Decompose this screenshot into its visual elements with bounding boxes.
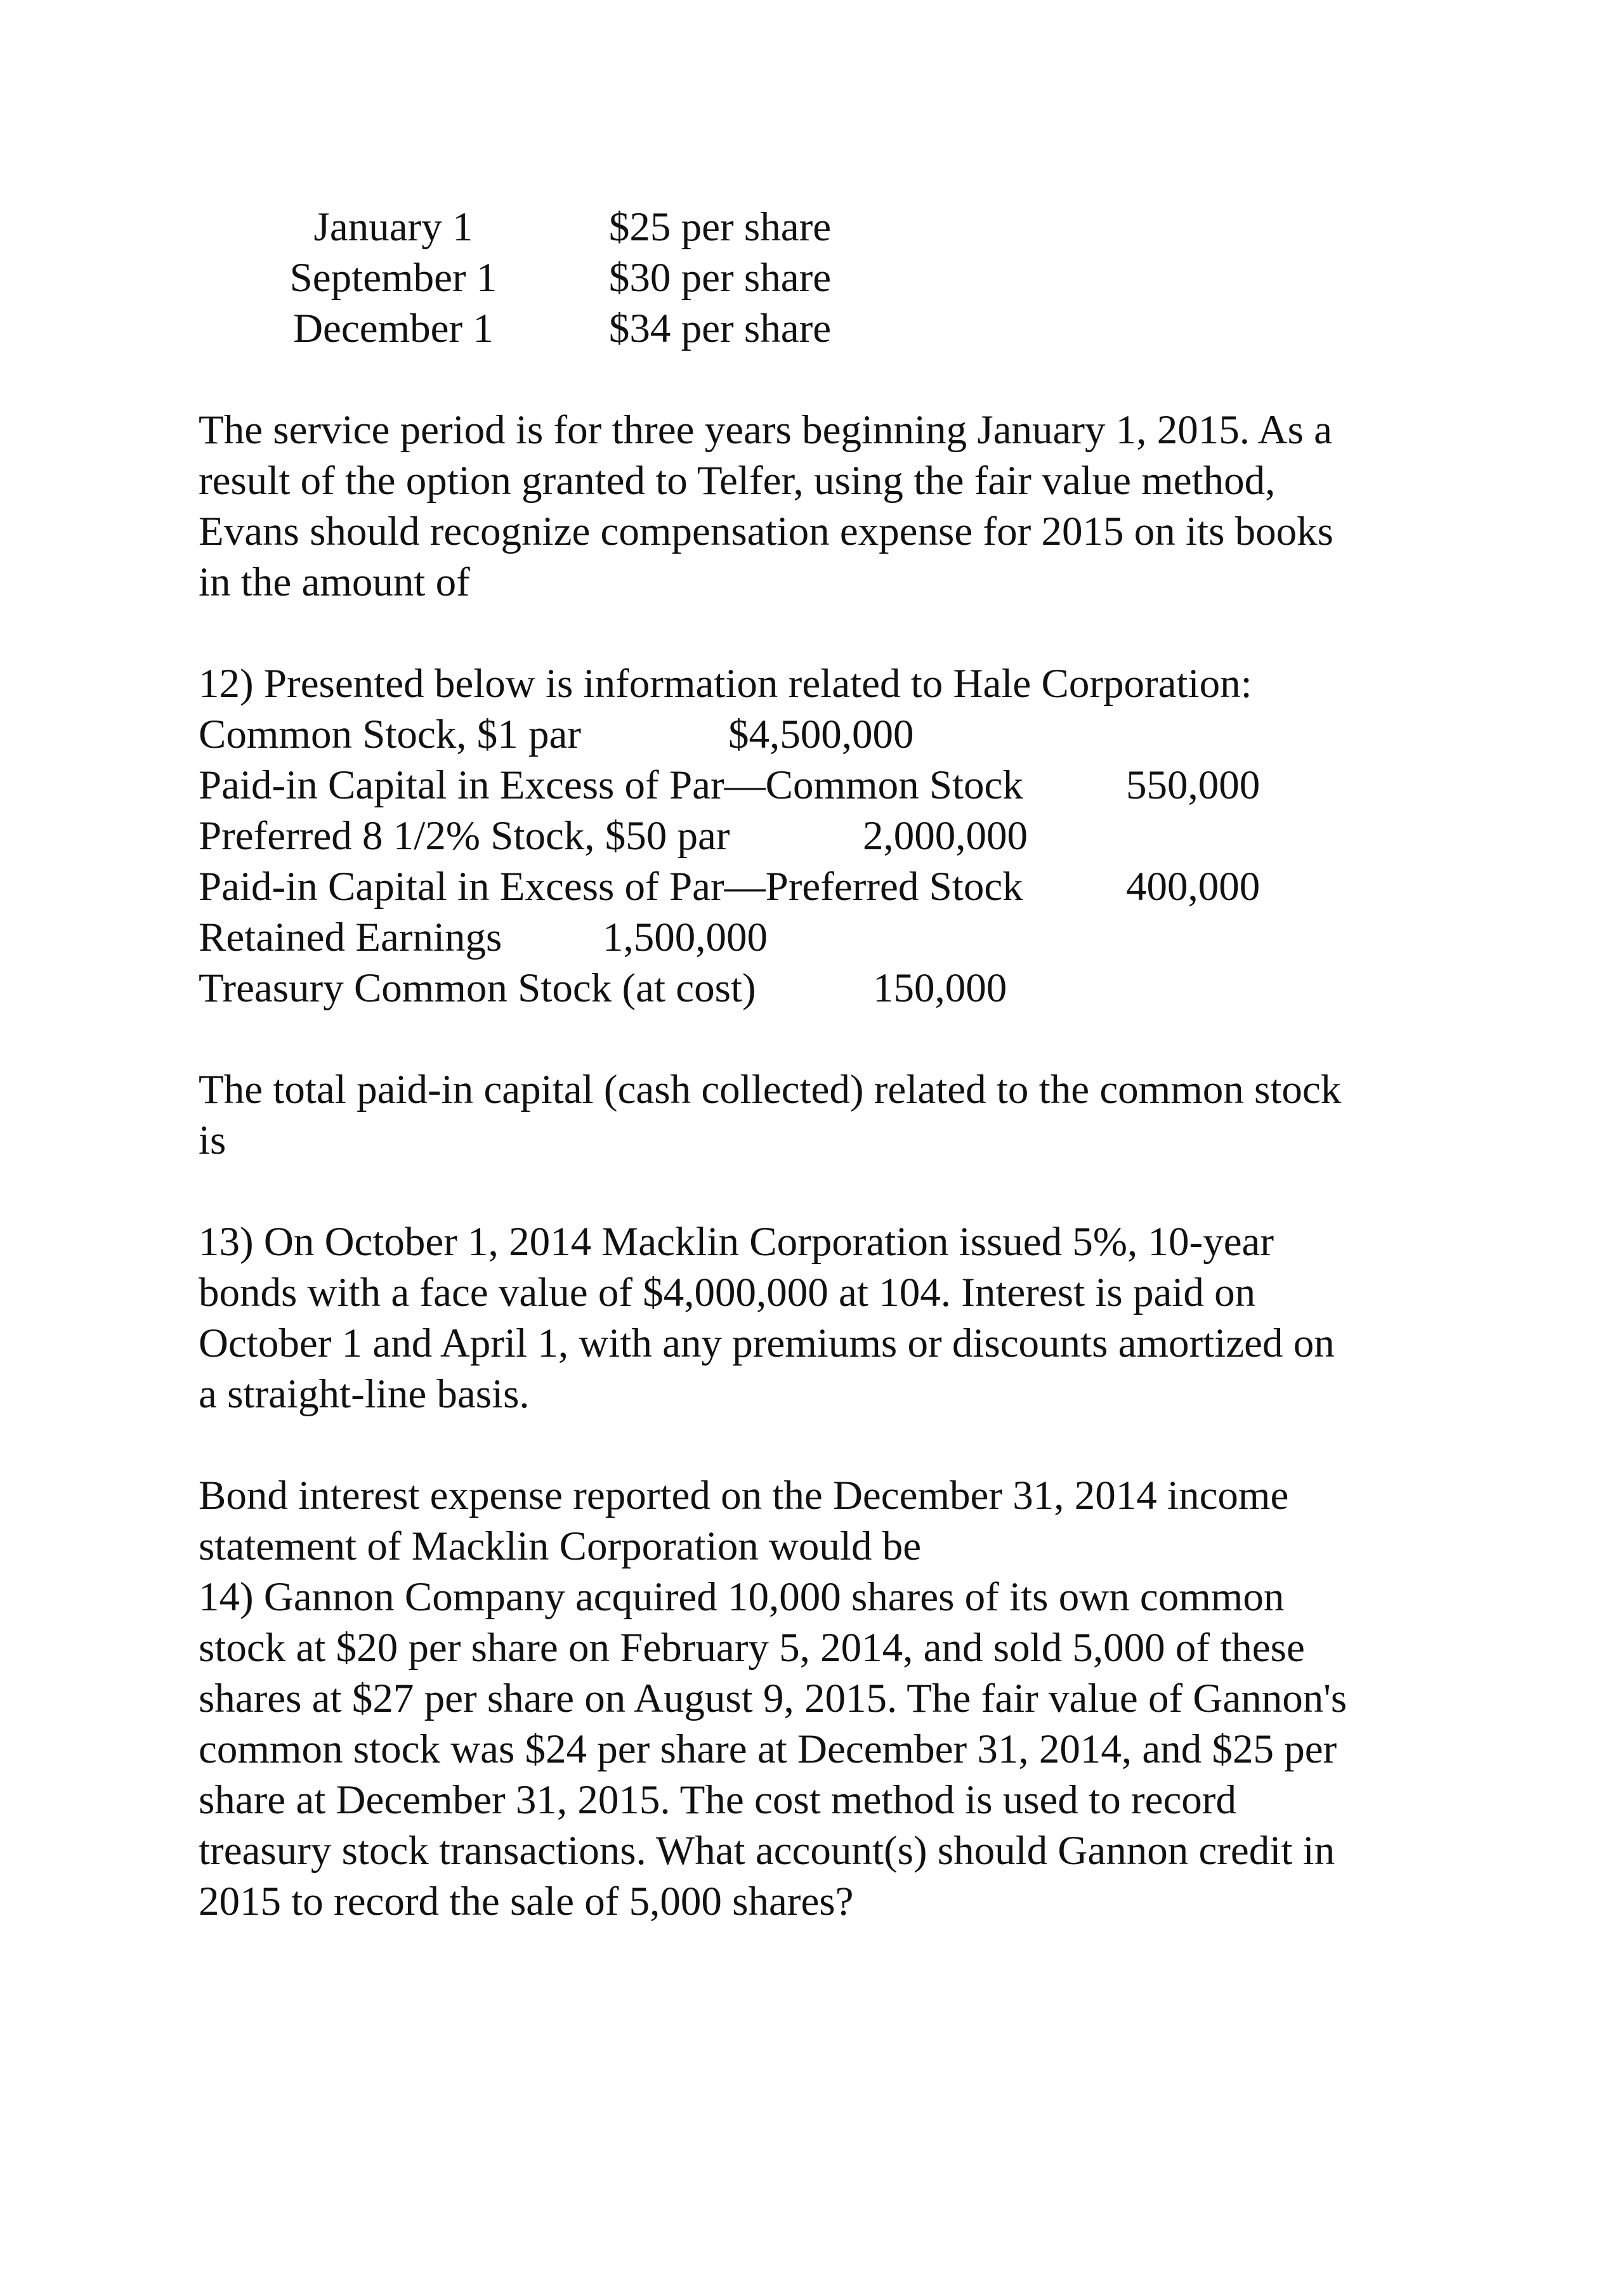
financial-item-row — [199, 912, 1467, 963]
price-value: $30 per share — [608, 255, 832, 301]
financial-item-amount: $4,500,000 — [728, 712, 914, 757]
financial-item-label: Paid-in Capital in Excess of Par—Preferred Stock — [199, 864, 1023, 910]
text-line: result of the option granted to Telfer, using the fair value method, — [199, 458, 1276, 504]
text-line: The total paid-in capital (cash collected) related to the common stock — [199, 1067, 1342, 1112]
text-line: October 1 and April 1, with any premiums or discounts amortized on — [199, 1321, 1335, 1366]
text-line: in the amount of — [199, 559, 470, 605]
financial-item-label: Retained Earnings — [199, 915, 502, 960]
question-12-prompt — [199, 1064, 1467, 1166]
text-line: is — [199, 1118, 226, 1163]
financial-item-amount: 150,000 — [873, 965, 1007, 1011]
question-12 — [199, 658, 1467, 1014]
price-value: $25 per share — [608, 204, 832, 250]
financial-item-row — [199, 861, 1467, 912]
text-line: 14) Gannon Company acquired 10,000 shares of its own common — [199, 1574, 1285, 1620]
text-line: treasury stock transactions. What account(s) should Gannon credit in — [199, 1828, 1335, 1874]
financial-item-row — [199, 963, 1467, 1014]
text-line: common stock was $24 per share at December 31, 2014, and $25 per — [199, 1726, 1337, 1772]
text-line: stock at $20 per share on February 5, 2014, and sold 5,000 of these — [199, 1625, 1305, 1671]
financial-item-row — [199, 709, 1467, 760]
price-date: December 1 — [293, 306, 494, 351]
text-line: Bond interest expense reported on the December 31, 2014 income — [199, 1473, 1289, 1518]
financial-item-row — [199, 811, 1467, 861]
financial-item-label: Paid-in Capital in Excess of Par—Common Stock — [199, 762, 1023, 808]
text-line: 13) On October 1, 2014 Macklin Corporation issued 5%, 10-year — [199, 1219, 1274, 1265]
text-line: bonds with a face value of $4,000,000 at 104. Interest is paid on — [199, 1270, 1256, 1315]
service-period-paragraph — [199, 405, 1467, 608]
financial-item-row — [199, 760, 1467, 811]
price-date: January 1 — [313, 204, 473, 250]
price-value: $34 per share — [608, 306, 832, 351]
text-line: share at December 31, 2015. The cost method is used to record — [199, 1777, 1236, 1823]
text-line: Evans should recognize compensation expense for 2015 on its books — [199, 509, 1333, 554]
text-line: 2015 to record the sale of 5,000 shares? — [199, 1879, 854, 1924]
question-13-prompt — [199, 1470, 1467, 1572]
financial-item-amount: 550,000 — [1126, 762, 1261, 808]
financial-item-label: Common Stock, $1 par — [199, 712, 582, 757]
text-line: statement of Macklin Corporation would be — [199, 1523, 922, 1569]
financial-item-label: Treasury Common Stock (at cost) — [199, 965, 756, 1011]
question-13 — [199, 1216, 1467, 1419]
financial-item-label: Preferred 8 1/2% Stock, $50 par — [199, 813, 730, 859]
financial-item-amount: 2,000,000 — [863, 813, 1028, 859]
question-heading: 12) Presented below is information related to Hale Corporation: — [199, 661, 1252, 707]
text-line: shares at $27 per share on August 9, 2015. The fair value of Gannon's — [199, 1676, 1347, 1721]
question-14 — [199, 1572, 1467, 1927]
text-line: a straight-line basis. — [199, 1371, 530, 1417]
price-date: September 1 — [289, 255, 497, 301]
text-line: The service period is for three years beginning January 1, 2015. As a — [199, 407, 1332, 453]
financial-item-amount: 1,500,000 — [603, 915, 768, 960]
financial-item-amount: 400,000 — [1126, 864, 1261, 910]
